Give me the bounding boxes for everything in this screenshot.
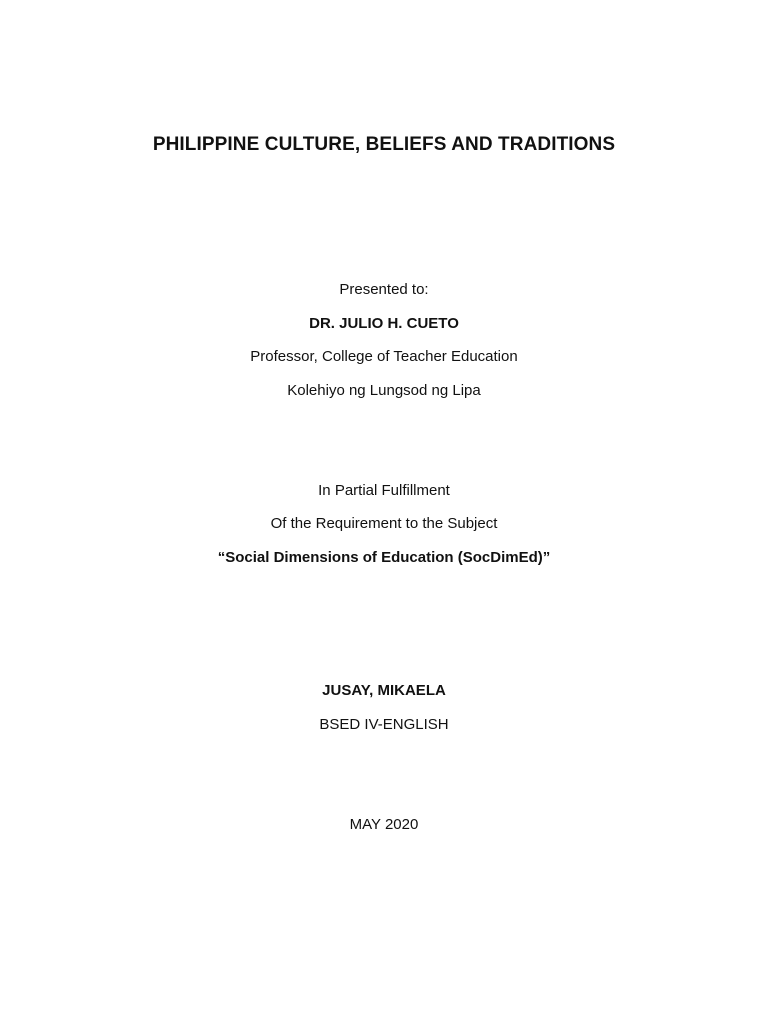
document-date: MAY 2020: [349, 816, 419, 833]
fulfillment-line-1: In Partial Fulfillment: [318, 482, 450, 499]
subject-title: “Social Dimensions of Education (SocDimEd)”: [217, 549, 551, 566]
fulfillment-line-2: Of the Requirement to the Subject: [270, 515, 498, 532]
author-name: JUSAY, MIKAELA: [322, 682, 446, 699]
recipient-position: Professor, College of Teacher Education: [250, 348, 518, 365]
recipient-institution: Kolehiyo ng Lungsod ng Lipa: [287, 382, 481, 399]
author-program: BSED IV-ENGLISH: [319, 716, 449, 733]
recipient-name: DR. JULIO H. CUETO: [309, 315, 459, 332]
document-title: PHILIPPINE CULTURE, BELIEFS AND TRADITIONS: [152, 134, 616, 155]
presented-to-label: Presented to:: [339, 281, 429, 298]
